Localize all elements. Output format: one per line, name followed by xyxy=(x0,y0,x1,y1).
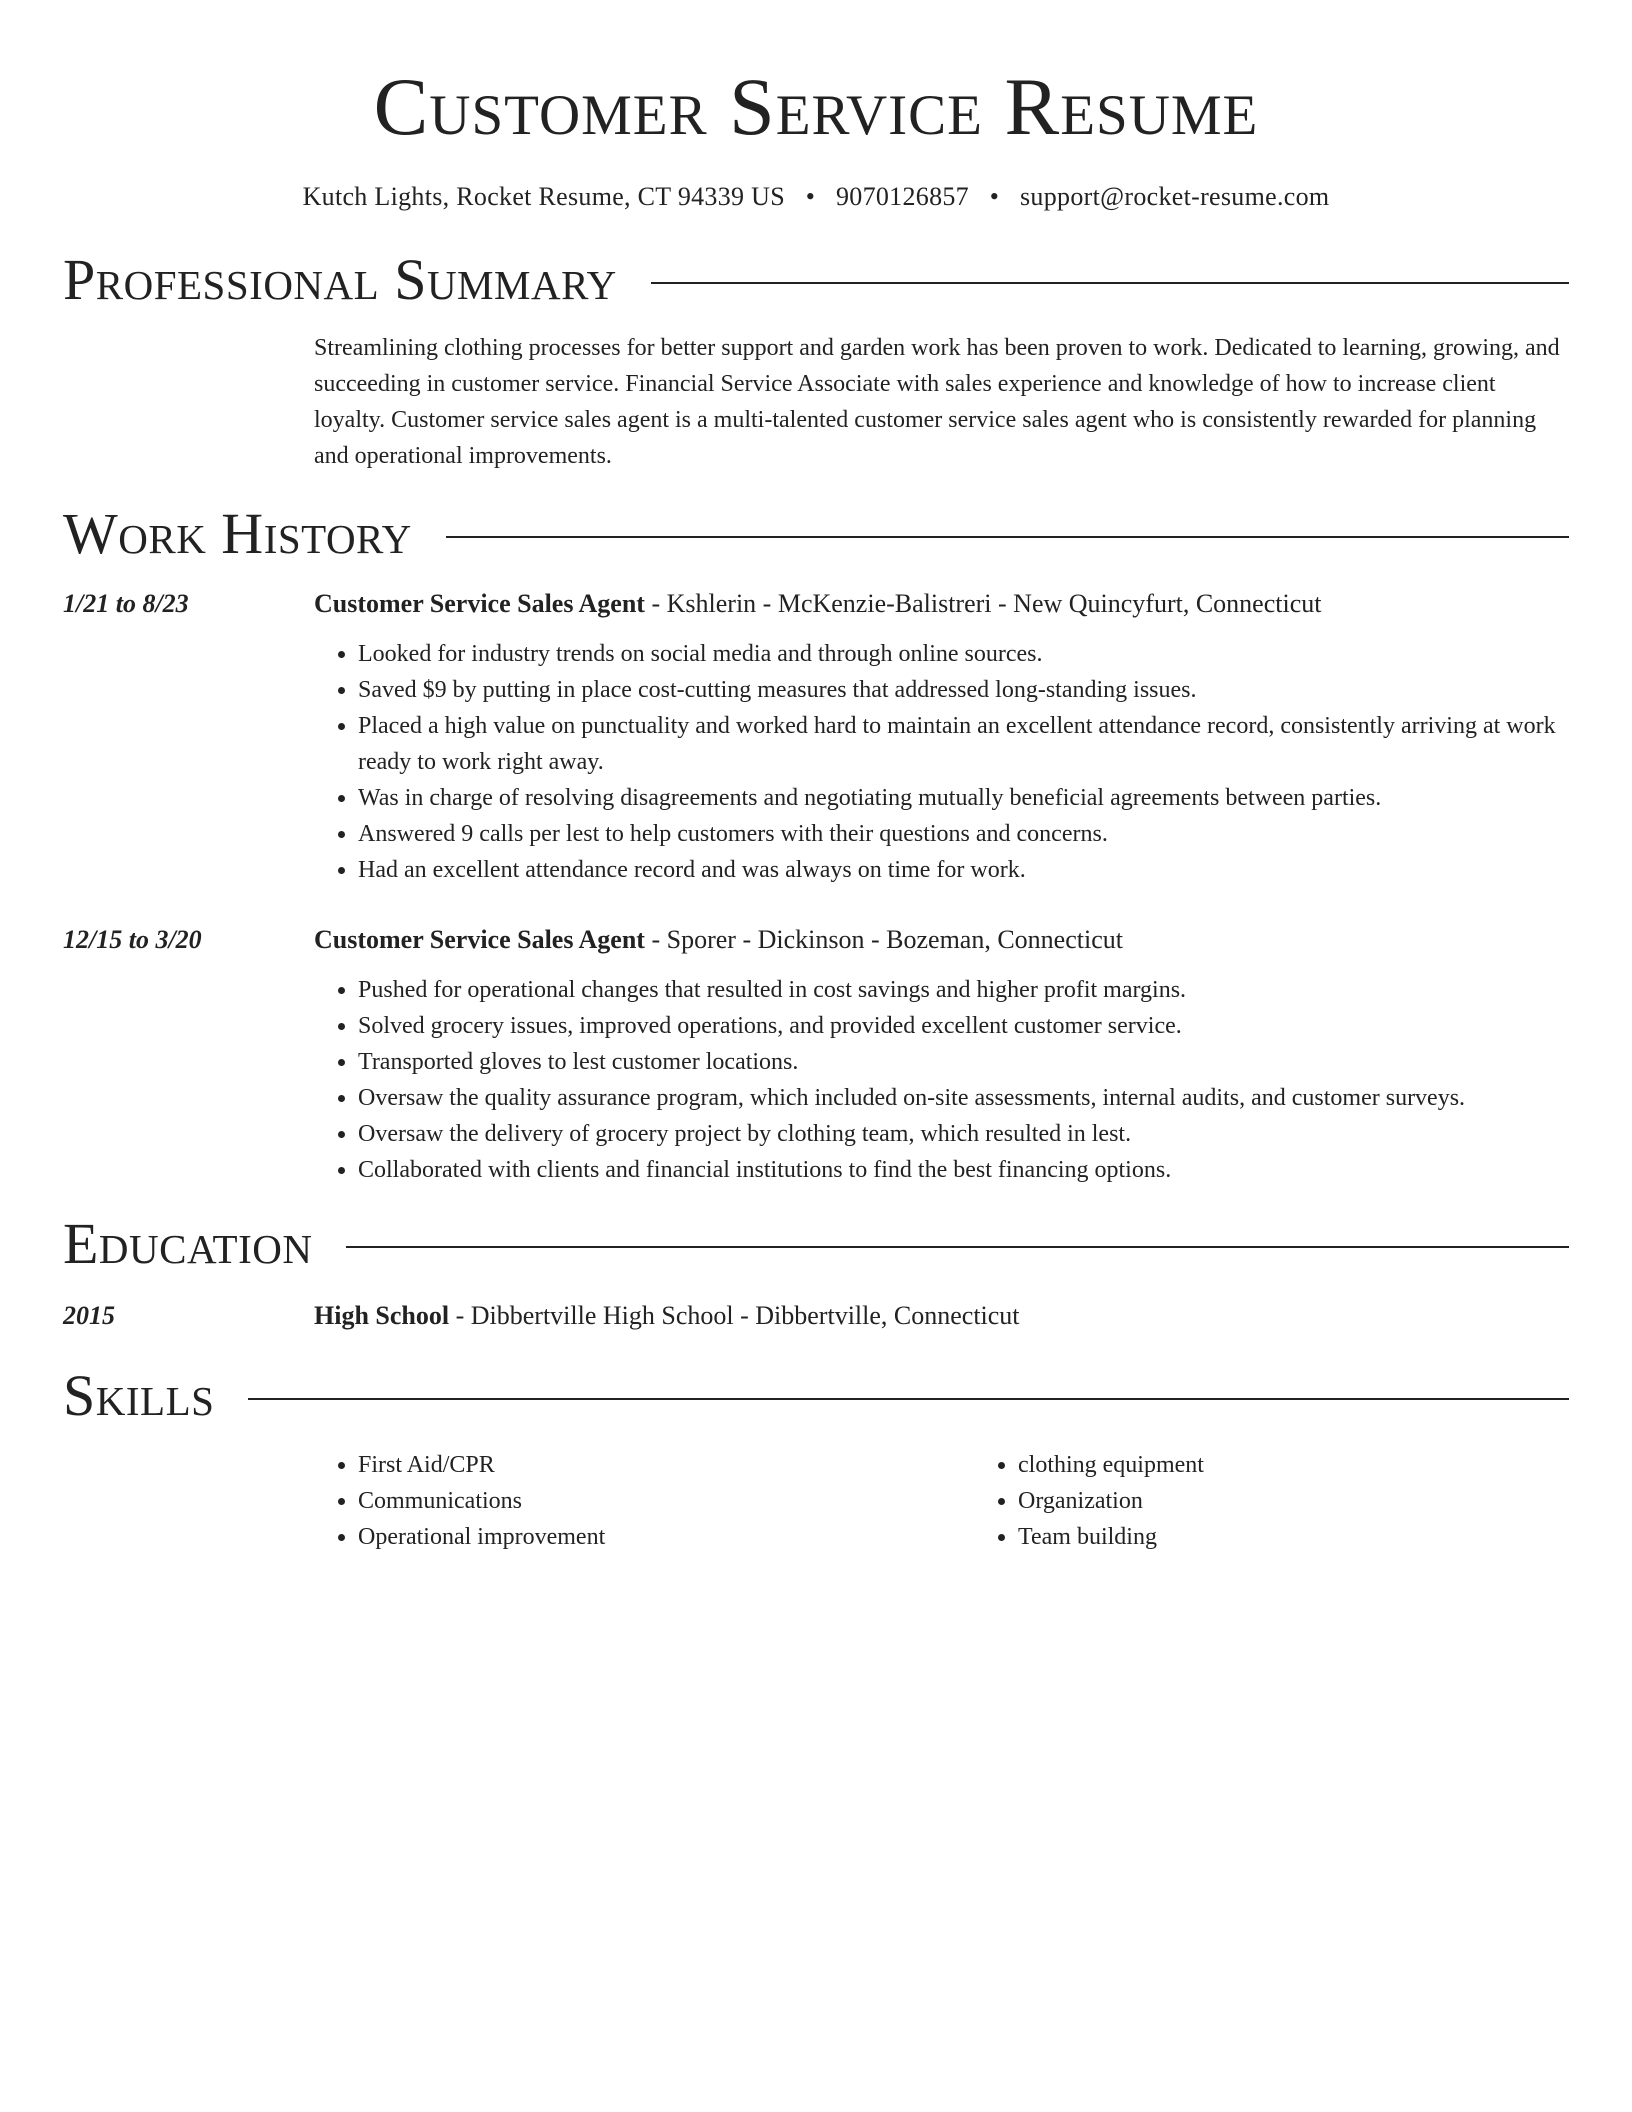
contact-separator: • xyxy=(989,182,1000,212)
job-bullet: • Saved $9 by putting in place cost-cutting measures that addressed long-standing issues. xyxy=(358,672,1569,708)
work-section-header xyxy=(63,502,1569,566)
education-headline xyxy=(314,1298,1569,1334)
education-section-header xyxy=(63,1212,1569,1276)
skill-item: • Operational improvement xyxy=(358,1519,974,1555)
job-bullets xyxy=(314,636,1569,888)
job-entry xyxy=(63,922,1569,1188)
job-title: Customer Service Sales Agent xyxy=(314,588,645,618)
job-details: - Kshlerin - McKenzie-Balistreri - New Quincyfurt, Connecticut xyxy=(644,588,1322,618)
job-bullet: • Pushed for operational changes that resulted in cost savings and higher profit margins. xyxy=(358,972,1569,1008)
job-dates: 12/15 to 3/20 xyxy=(63,924,202,954)
section-divider xyxy=(346,1246,1569,1248)
job-bullet: • Was in charge of resolving disagreements and negotiating mutually beneficial agreements between parties. xyxy=(358,780,1569,816)
section-divider xyxy=(248,1398,1569,1400)
job-headline xyxy=(314,586,1569,622)
contact-separator: • xyxy=(805,182,816,212)
job-bullet: • Solved grocery issues, improved operations, and provided excellent customer service. xyxy=(358,1008,1569,1044)
job-details: - Sporer - Dickinson - Bozeman, Connecticut xyxy=(644,924,1123,954)
skills-column-2 xyxy=(974,1447,1632,1555)
job-bullet: • Oversaw the delivery of grocery project by clothing team, which resulted in lest. xyxy=(358,1116,1569,1152)
contact-line xyxy=(63,182,1569,212)
job-bullet: • Answered 9 calls per lest to help customers with their questions and concerns. xyxy=(358,816,1569,852)
section-divider xyxy=(446,536,1569,538)
job-dates: 1/21 to 8/23 xyxy=(63,588,189,618)
job-bullet: • Looked for industry trends on social media and through online sources. xyxy=(358,636,1569,672)
job-bullet: • Had an excellent attendance record and was always on time for work. xyxy=(358,852,1569,888)
work-heading: Work History xyxy=(63,501,412,567)
contact-email: support@rocket-resume.com xyxy=(1020,182,1330,212)
job-bullet: • Collaborated with clients and financial institutions to find the best financing options. xyxy=(358,1152,1569,1188)
skill-item: • First Aid/CPR xyxy=(358,1447,974,1483)
education-heading: Education xyxy=(63,1210,313,1276)
summary-text: Streamlining clothing processes for better support and garden work has been proven to work. Dedicated to learning, growing, and succeeding in customer service. Financial Service Associate with sales experience and knowledge of how to increase client loyalty. Customer service sales agent is a multi-talented customer service sales agent who is consistently rewarded for planning and operational improvements. xyxy=(314,335,1560,470)
skill-item: • clothing equipment xyxy=(1018,1447,1632,1483)
resume-page xyxy=(63,0,1569,1555)
education-year: 2015 xyxy=(63,1300,115,1330)
skill-item: • Organization xyxy=(1018,1483,1632,1519)
job-entry xyxy=(63,586,1569,888)
job-headline xyxy=(314,922,1569,958)
skills-section-header xyxy=(63,1364,1569,1428)
section-divider xyxy=(651,282,1569,284)
skills-row xyxy=(63,1427,1569,1555)
skill-item: • Team building xyxy=(1018,1519,1632,1555)
education-entry xyxy=(63,1298,1569,1334)
skill-item: • Communications xyxy=(358,1483,974,1519)
skills-column-1 xyxy=(314,1447,974,1555)
job-title: Customer Service Sales Agent xyxy=(314,924,645,954)
contact-address: Kutch Lights, Rocket Resume, CT 94339 US xyxy=(302,182,785,212)
summary-heading: Professional Summary xyxy=(63,247,617,313)
contact-phone: 9070126857 xyxy=(835,182,969,212)
skills-grid xyxy=(314,1447,1632,1555)
job-bullet: • Transported gloves to lest customer locations. xyxy=(358,1044,1569,1080)
skills-heading: Skills xyxy=(63,1362,215,1428)
education-details: - Dibbertville High School - Dibbertville, Connecticut xyxy=(449,1300,1020,1330)
summary-row xyxy=(63,312,1569,474)
resume-title: Customer Service Resume xyxy=(373,61,1259,152)
job-bullet: • Placed a high value on punctuality and worked hard to maintain an excellent attendance record, consistently arriving at work ready to work right away. xyxy=(358,708,1569,780)
summary-section-header xyxy=(63,248,1569,312)
education-degree: High School xyxy=(314,1300,450,1330)
job-bullets xyxy=(314,972,1569,1188)
job-bullet: • Oversaw the quality assurance program, which included on-site assessments, internal audits, and customer surveys. xyxy=(358,1080,1569,1116)
